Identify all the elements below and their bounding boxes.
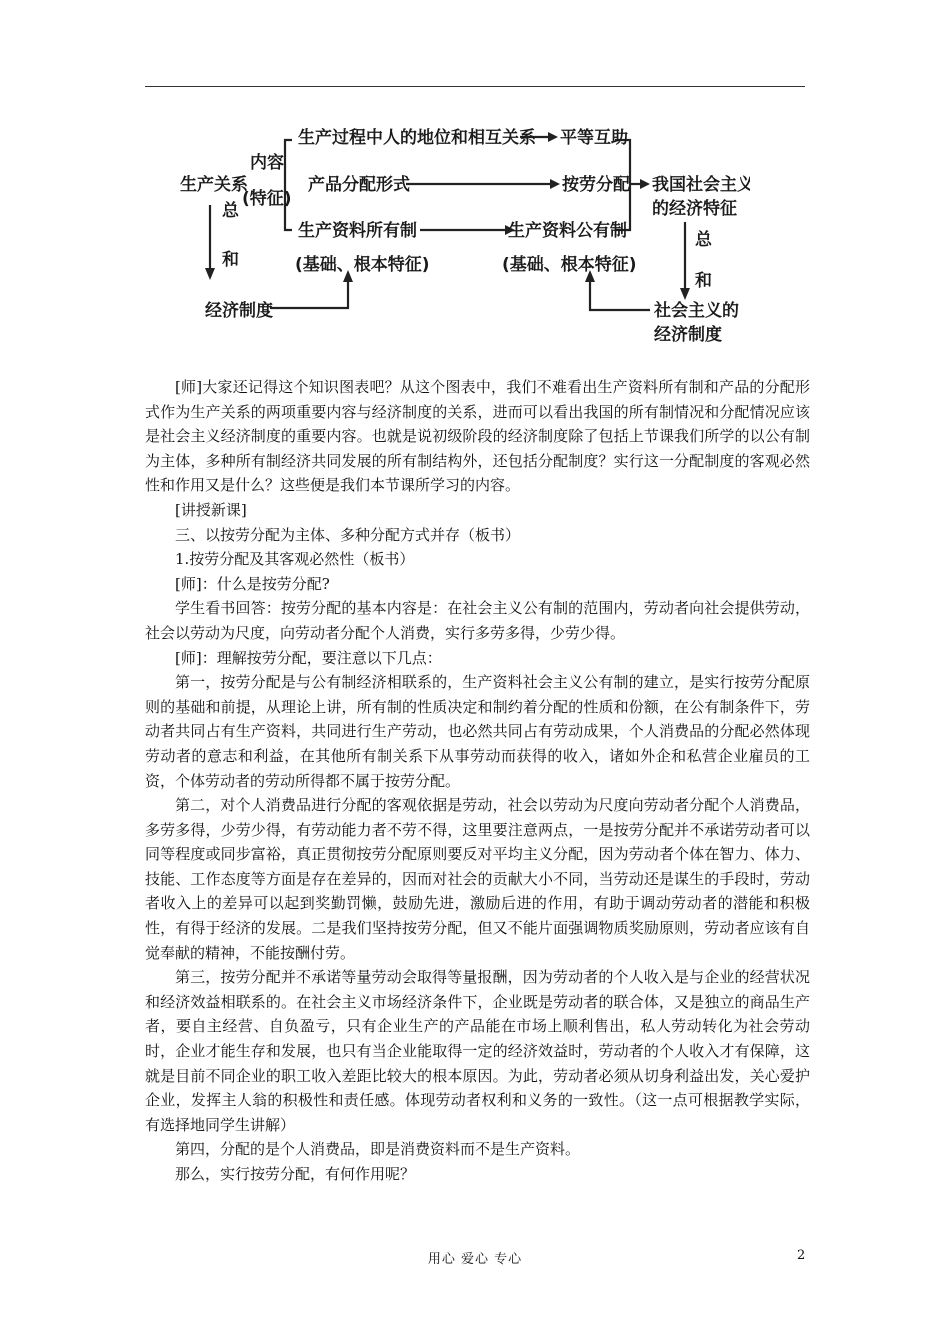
body-text: [145, 375, 810, 1187]
row2-left-label: 产品分配形式: [308, 175, 410, 195]
row3-right-sub-label: (基础、根本特征): [502, 255, 637, 275]
page-footer: [0, 1248, 950, 1278]
production-relations-label: 生产关系: [180, 175, 248, 195]
paragraph: [师]：什么是按劳分配?: [175, 574, 330, 593]
zong-right-label: 总: [695, 230, 712, 250]
socialist-system-line2: 经济制度: [654, 325, 722, 345]
paragraph: 三、以按劳分配为主体、多种分配方式并存（板书）: [175, 525, 521, 544]
row3-right-label: 生产资料公有制: [508, 221, 627, 241]
content-label: 内容: [250, 153, 284, 173]
paragraph: 学生看书回答：按劳分配的基本内容是：在社会主义公有制的范围内，劳动者向社会提供劳动，社会以劳动为尺度，向劳动者分配个人消费，实行多劳多得，少劳少得。: [145, 599, 810, 642]
page-number: 2: [797, 1248, 806, 1263]
he-left-label: 和: [222, 250, 239, 270]
row3-left-label: 生产资料所有制: [298, 221, 417, 241]
paragraph: [师]：理解按劳分配，要注意以下几点：: [175, 648, 442, 667]
economic-system-left-label: 经济制度: [205, 301, 273, 321]
row1-right-label: 平等互助: [560, 128, 628, 148]
paragraph: 第二，对个人消费品进行分配的客观依据是劳动，社会以劳动为尺度向劳动者分配个人消费品，多劳多得，少劳少得，有劳动能力者不劳不得，这里要注意两点，一是按劳分配并不承诺劳动者可以同等程度或同步富裕，真正贯彻按劳分配原则要反对平均主义分配，因为劳动者个体在智力、体力、技能、工作态度等方面是存在差异的，因而对社会的贡献大小不同，当劳动还是谋生的手段时，劳动者收入上的差异可以起到奖勤罚懒，鼓励先进，激励后进的作用，有助于调动劳动者的潜能和积极性，有得于经济的发展。二是我们坚持按劳分配，但又不能片面强调物质奖励原则，劳动者应该有自觉奉献的精神，不能按酬付劳。: [145, 796, 810, 962]
socialist-system-line1: 社会主义的: [654, 301, 739, 321]
paragraph: 那么，实行按劳分配，有何作用呢？: [175, 1165, 416, 1183]
header-rule: [145, 86, 805, 87]
zong-left-label: 总: [222, 201, 239, 221]
he-right-label: 和: [695, 271, 712, 291]
row1-left-label: 生产过程中人的地位和相互关系: [298, 128, 536, 148]
paragraph: 第三，按劳分配并不承诺等量劳动会取得等量报酬，因为劳动者的个人收入是与企业的经营状况和经济效益相联系的。在社会主义市场经济条件下，企业既是劳动者的联合体，又是独立的商品生产者，要自主经营、自负盈亏，只有企业生产的产品能在市场上顺利售出，私人劳动转化为社会劳动时，企业才能生存和发展，也只有当企业能取得一定的经济效益时，劳动者的个人收入才有保障，这就是目前不同企业的职工收入差距比较大的根本原因。为此，劳动者必须从切身利益出发，关心爱护企业，发挥主人翁的积极性和责任感。体现劳动者权利和义务的一致性。（这一点可根据教学实际，有选择地同学生讲解）: [145, 968, 810, 1134]
right-title-line1: 我国社会主义: [652, 175, 750, 195]
row2-right-label: 按劳分配: [562, 175, 630, 195]
knowledge-diagram: [170, 110, 750, 360]
row3-left-sub-label: (基础、根本特征): [295, 255, 430, 275]
feature-label: (特征): [242, 189, 292, 209]
paragraph: 1.按劳分配及其客观必然性（板书）: [175, 550, 415, 569]
right-title-line2: 的经济特征: [652, 199, 737, 219]
paragraph: 第四，分配的是个人消费品，即是消费资料而不是生产资料。: [175, 1140, 581, 1159]
paragraph: 第一，按劳分配是与公有制经济相联系的，生产资料社会主义公有制的建立，是实行按劳分配原则的基础和前提，从理论上讲，所有制的性质决定和制约着分配的性质和份额，在公有制条件下，劳动者共同占有生产资料，共同进行生产劳动，也必然共同占有劳动成果，个人消费品的分配必然体现劳动者的意志和利益，在其他所有制关系下从事劳动而获得的收入，诸如外企和私营企业雇员的工资，个体劳动者的劳动所得都不属于按劳分配。: [145, 673, 810, 790]
paragraph: [师]大家还记得这个知识图表吧？从这个图表中，我们不难看出生产资料所有制和产品的分配形式作为生产关系的两项重要内容与经济制度的关系，进而可以看出我国的所有制情况和分配情况应该是社会主义经济制度的重要内容。也就是说初级阶段的经济制度除了包括上节课我们所学的以公有制为主体，多种所有制经济共同发展的所有制结构外，还包括分配制度？实行这一分配制度的客观必然性和作用又是什么？这些便是我们本节课所学习的内容。: [145, 378, 810, 495]
footer-slogan: 用心 爱心 专心: [427, 1252, 523, 1267]
diagram-svg: [170, 110, 750, 360]
paragraph: [讲授新课]: [175, 500, 247, 519]
